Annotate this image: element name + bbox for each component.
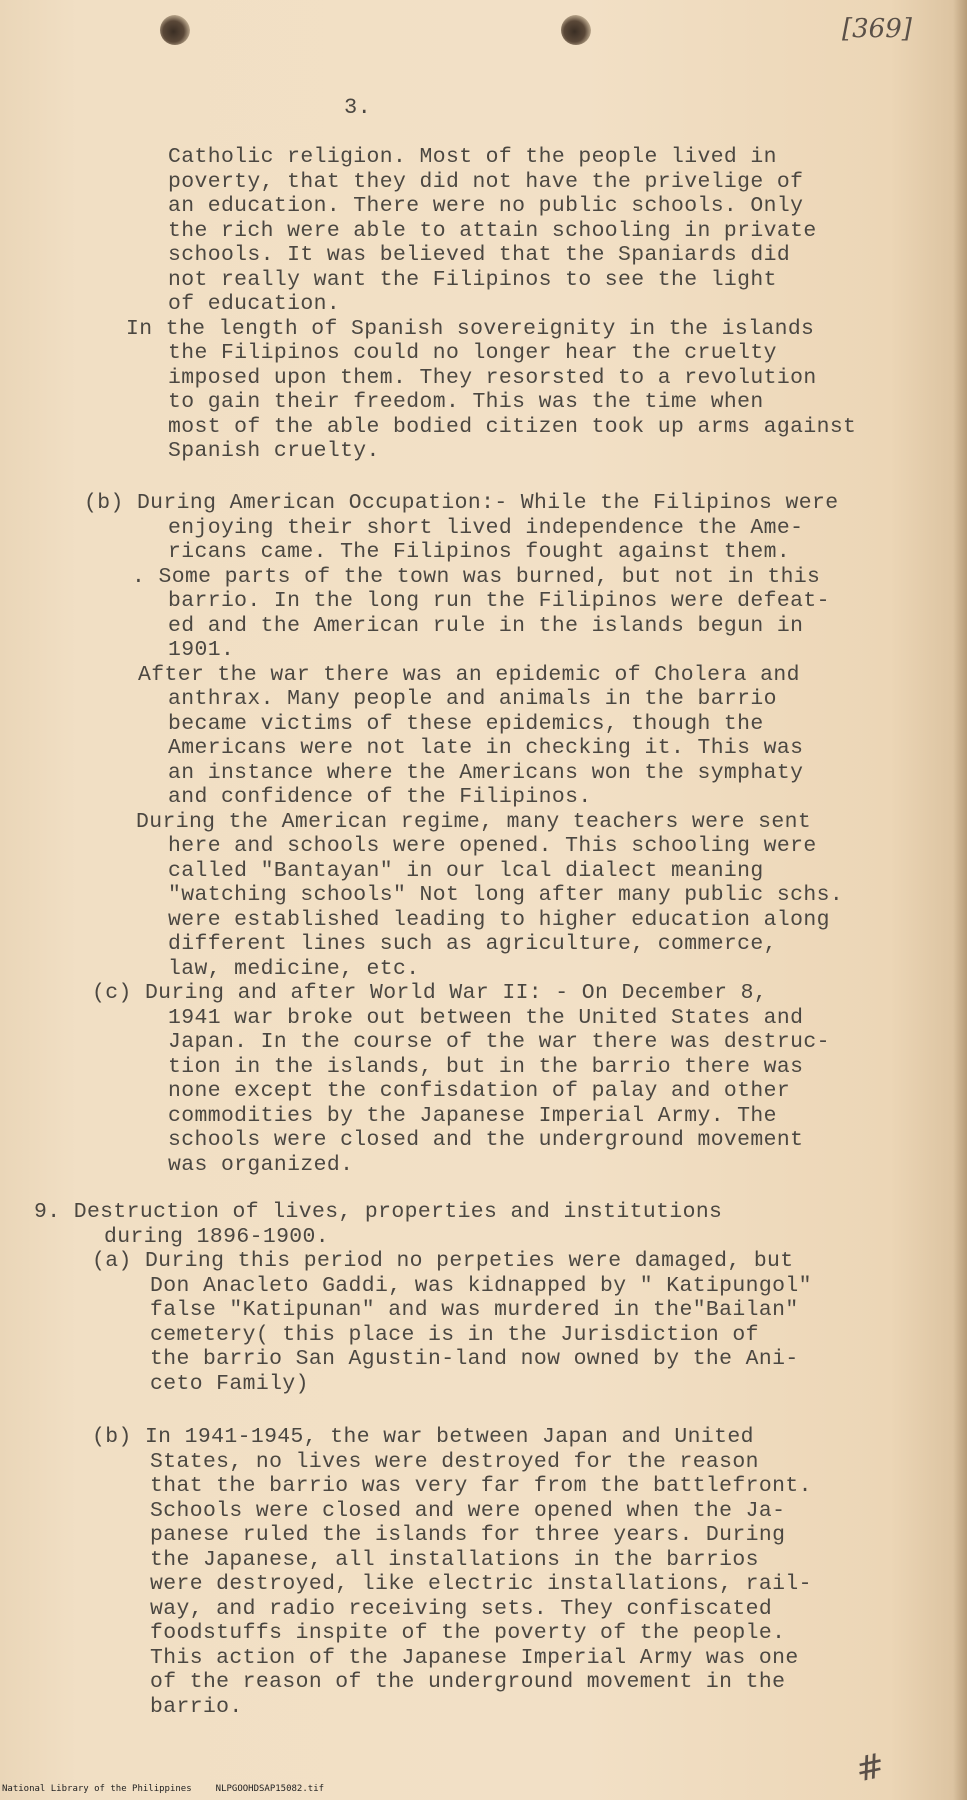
text-line: imposed upon them. They resorsted to a revolution [168,365,817,390]
text-line: the rich were able to attain schooling in private [168,218,817,243]
text-line: Catholic religion. Most of the people lived in [168,145,777,169]
text-line: the barrio San Agustin-land now owned by the Ani- [150,1347,799,1371]
text-line: 9. Destruction of lives, properties and institutions [34,1200,723,1224]
text-line: ricans came. The Filipinos fought against them. [168,540,791,564]
text-line: commodities by the Japanese Imperial Army. The [168,1103,777,1128]
text-line: 1941 war broke out between the United States and [168,1005,804,1030]
text-line: (c) During and after World War II: - On December 8, [92,981,768,1005]
footer-file-id: NLPGOOHDSAP15082.tif [215,1784,325,1794]
text-line: tion in the islands, but in the barrio there was [168,1054,804,1079]
text-line: barrio. [150,1694,243,1719]
text-line: Japan. In the course of the war there was destruc- [168,1030,830,1054]
text-line: none except the confisdation of palay and other [168,1079,791,1103]
text-line: barrio. In the long run the Filipinos were defeat- [168,589,830,613]
text-line: and confidence of the Filipinos. [168,785,592,809]
archive-page-mark: [369] [842,14,912,44]
text-line: of the reason of the underground movement in the [150,1670,786,1694]
text-line: during 1896-1900. [104,1224,330,1249]
text-line: States, no lives were destroyed for the reason [150,1449,759,1474]
page-number: 3. [344,95,372,120]
text-line: Spanish cruelty. [168,439,380,463]
text-line: (b) In 1941-1945, the war between Japan and United [92,1425,754,1449]
text-line: "watching schools" Not long after many public schs. [168,883,844,907]
text-line: ceto Family) [150,1371,309,1396]
punch-hole-left [160,15,190,45]
text-line: This action of the Japanese Imperial Army was one [150,1645,799,1670]
text-line: became victims of these epidemics, though the [168,711,764,736]
text-line: anthrax. Many people and animals in the barrio [168,687,777,711]
text-line: to gain their freedom. This was the time when [168,390,764,414]
footer-library: National Library of the Philippines [2,1784,192,1794]
text-line: Americans were not late in checking it. This was [168,736,804,760]
text-line: was organized. [168,1152,354,1177]
text-line: schools were closed and the underground movement [168,1128,804,1152]
text-line: law, medicine, etc. [168,956,420,981]
text-line: foodstuffs inspite of the poverty of the people. [150,1621,786,1645]
text-line: of education. [168,292,341,316]
text-line: not really want the Filipinos to see the light [168,267,777,292]
text-line: ed and the American rule in the islands begun in [168,613,804,638]
page-edge-shadow [953,0,967,1800]
text-line: an instance where the Americans won the symphaty [168,760,804,785]
text-line: . Some parts of the town was burned, but not in this [132,564,821,589]
text-line: that the barrio was very far from the battlefront. [150,1474,812,1498]
text-line: 1901. [168,638,235,662]
text-line: were destroyed, like electric installations, rail- [150,1572,812,1596]
text-line: poverty, that they did not have the privelige of [168,169,804,194]
text-line: different lines such as agriculture, commerce, [168,932,777,956]
text-line: After the war there was an epidemic of Cholera and [138,662,800,687]
text-line: (b) During American Occupation:- While the Filipinos were [84,491,839,515]
text-line: most of the able bodied citizen took up arms against [168,414,857,439]
handwritten-initial: # [852,1745,889,1791]
text-line: cemetery( this place is in the Jurisdiction of [150,1322,759,1347]
text-line: way, and radio receiving sets. They confiscated [150,1596,773,1621]
text-line: Don Anacleto Gaddi, was kidnapped by " Katipungol" [150,1273,812,1298]
text-line: During the American regime, many teachers were sent [136,809,812,834]
text-line: here and schools were opened. This schooling were [168,834,817,858]
punch-hole-right [561,15,591,45]
text-line: enjoying their short lived independence the Ame- [168,515,804,540]
scan-footer [2,1784,348,1794]
text-line: false "Katipunan" and was murdered in the"Bailan" [150,1298,799,1322]
text-line: were established leading to higher education along [168,907,830,932]
text-line: Schools were closed and were opened when the Ja- [150,1498,786,1523]
text-line: the Filipinos could no longer hear the cruelty [168,341,777,365]
text-line: schools. It was believed that the Spaniards did [168,243,791,267]
text-line: panese ruled the islands for three years. During [150,1523,786,1547]
text-line: In the length of Spanish sovereignity in the islands [126,316,815,341]
text-line: an education. There were no public schools. Only [168,194,804,218]
text-line: the Japanese, all installations in the barrios [150,1547,759,1572]
text-line: (a) During this period no perpeties were damaged, but [92,1249,794,1273]
text-line: called "Bantayan" in our lcal dialect meaning [168,858,764,883]
